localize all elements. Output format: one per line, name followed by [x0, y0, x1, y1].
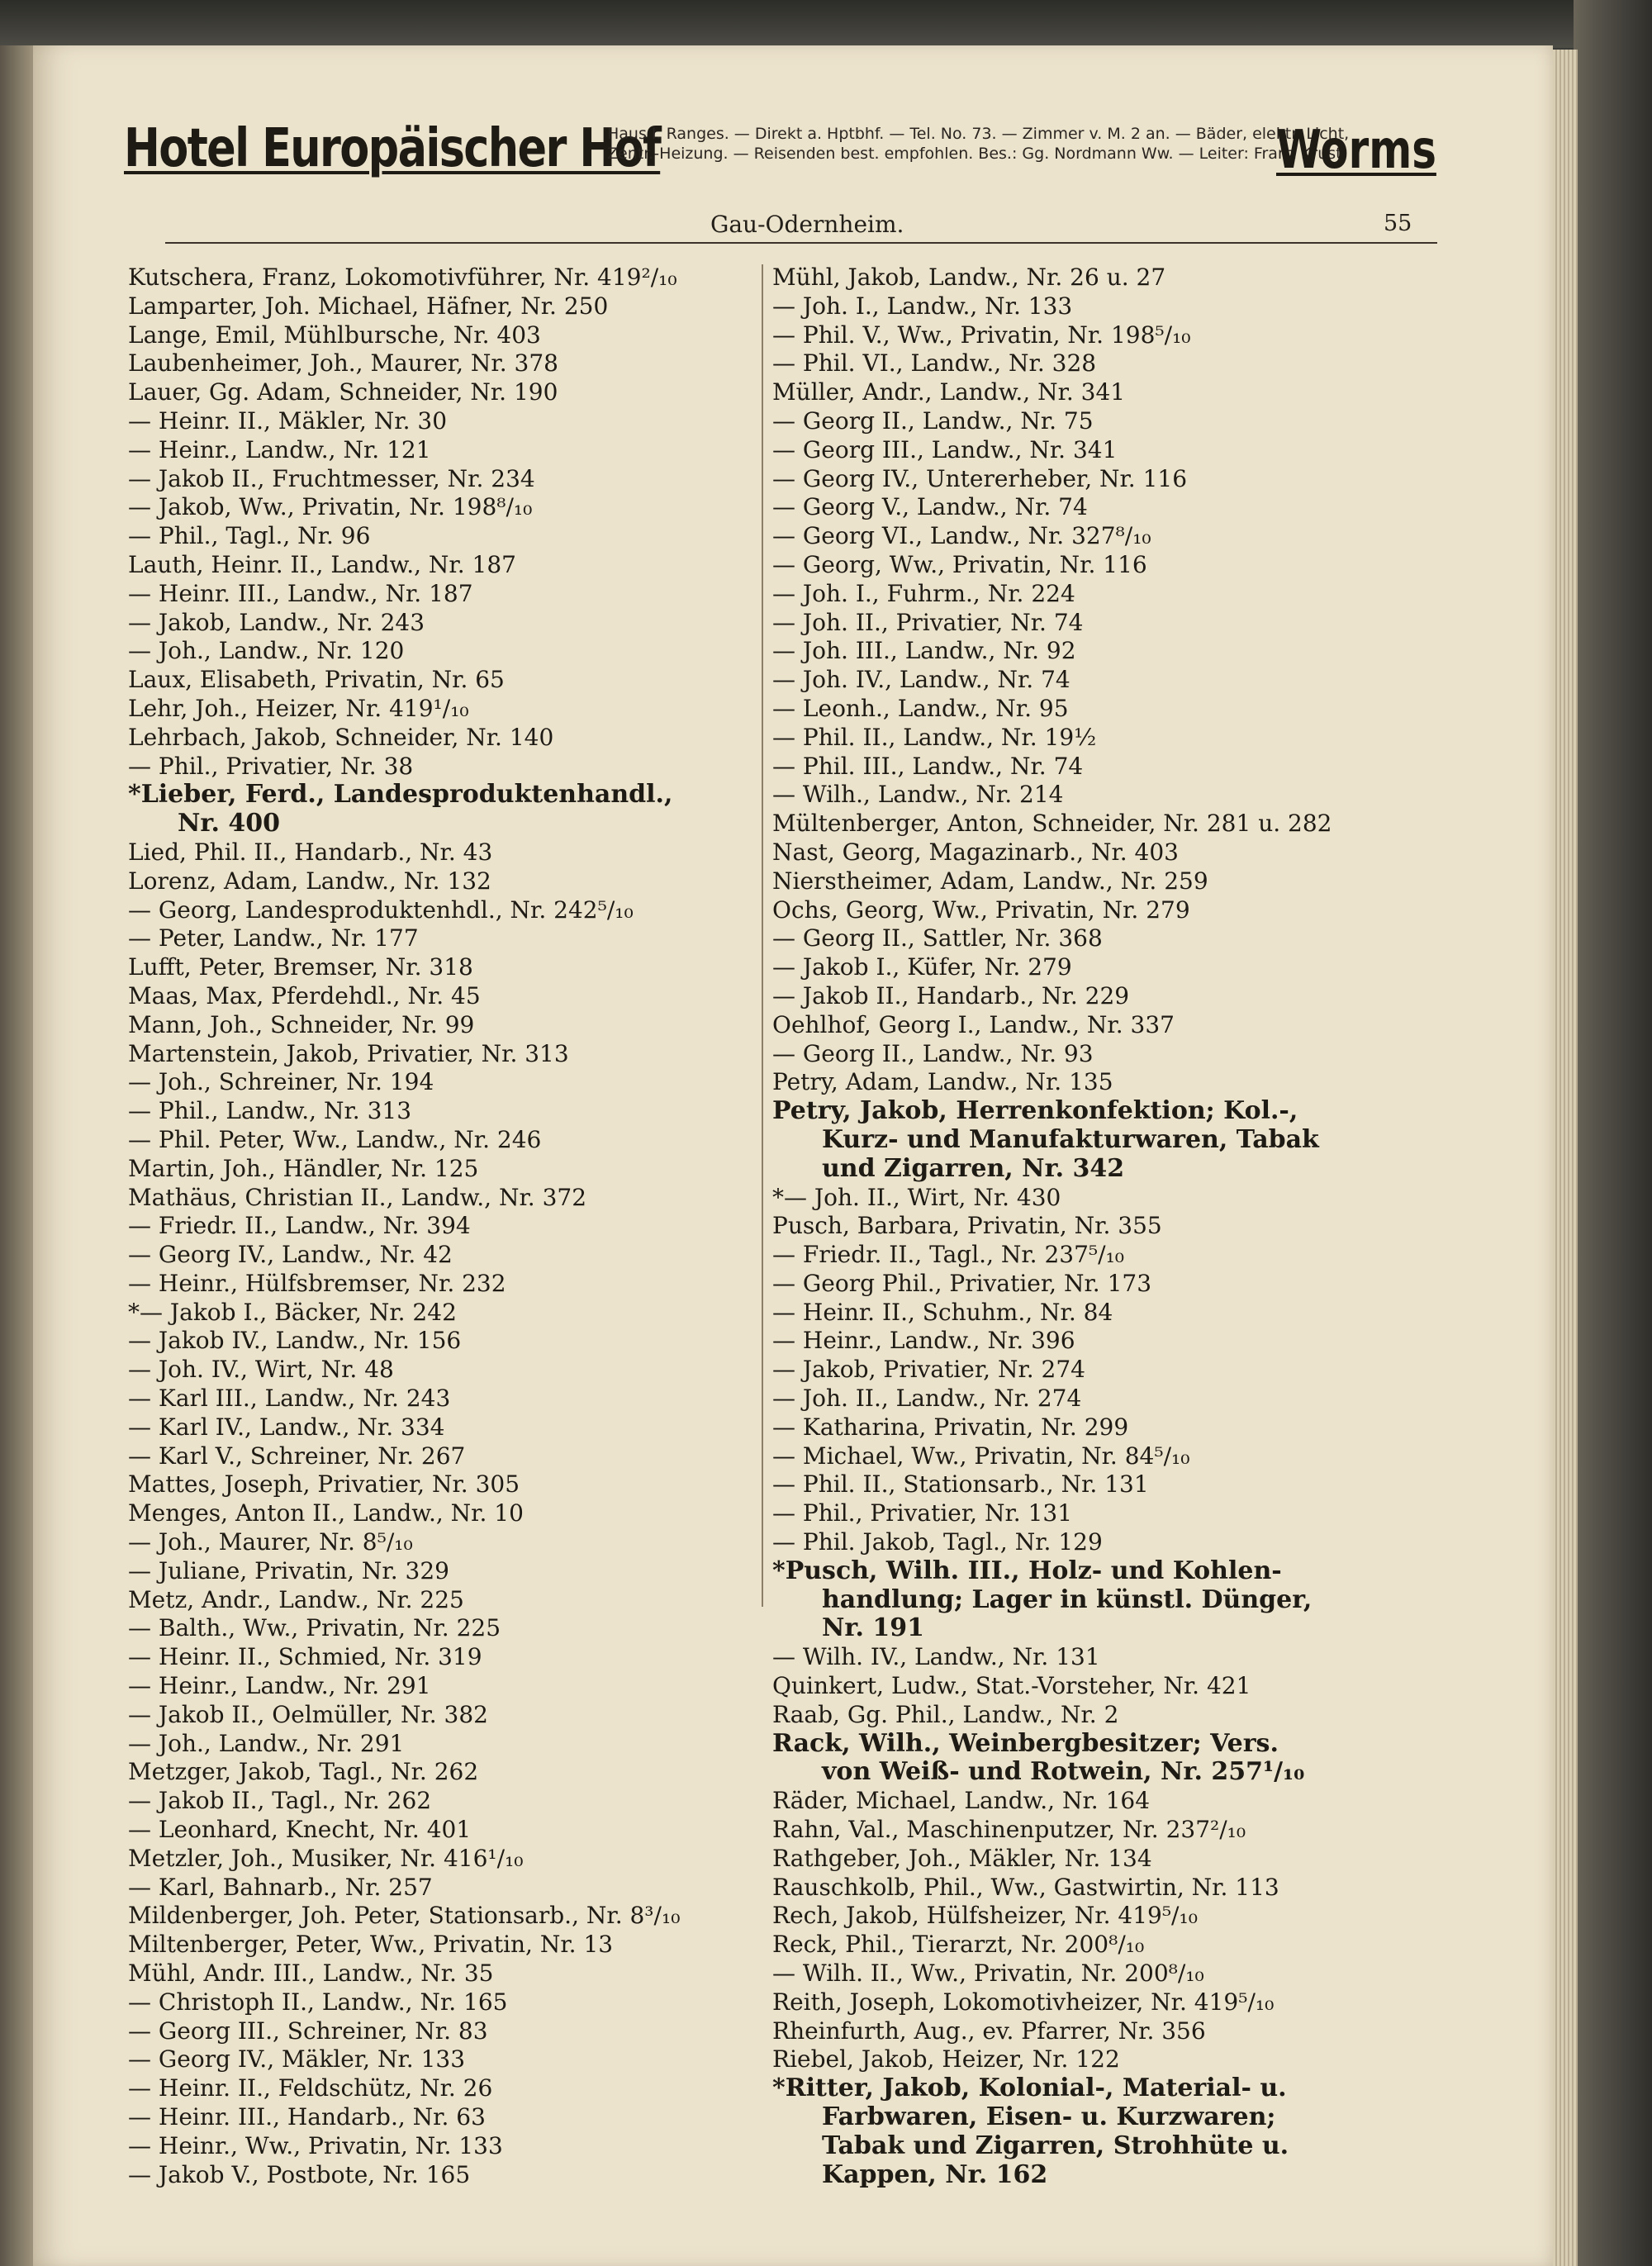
directory-entry: Lehrbach, Jakob, Schneider, Nr. 140	[128, 723, 554, 751]
directory-entry: Mühl, Andr. III., Landw., Nr. 35	[128, 1960, 494, 1988]
directory-entry: — Leonh., Landw., Nr. 95	[772, 694, 1069, 722]
directory-entry: Raab, Gg. Phil., Landw., Nr. 2	[772, 1700, 1119, 1728]
directory-entry: — Katharina, Privatin, Nr. 299	[772, 1413, 1129, 1441]
directory-entry: — Joh. III., Landw., Nr. 92	[772, 637, 1076, 665]
directory-entry: — Georg III., Schreiner, Nr. 83	[128, 2017, 488, 2045]
directory-entry: Oehlhof, Georg I., Landw., Nr. 337	[772, 1010, 1175, 1038]
directory-entry: — Jakob V., Postbote, Nr. 165	[128, 2160, 471, 2188]
directory-entry: — Phil. II., Landw., Nr. 19½	[772, 723, 1097, 751]
directory-entry: — Phil. III., Landw., Nr. 74	[772, 752, 1084, 780]
directory-entry: Metzger, Jakob, Tagl., Nr. 262	[128, 1758, 479, 1786]
hotel-info: Haus I. Ranges. — Direkt a. Hptbhf. — Tel. No. 73. — Zimmer v. M. 2 an. — Bäder, elektr. Licht, Zentr.-Heizung. — Reisenden best. empfohlen. Bes.: Gg. Nordmann Ww. — Leiter: Franz Krust.	[607, 125, 1350, 163]
directory-entry: Rathgeber, Joh., Mäkler, Nr. 134	[772, 1844, 1152, 1872]
book-gutter	[0, 45, 37, 2266]
running-head: Gau-Odernheim.	[710, 211, 904, 238]
directory-entry: *— Jakob I., Bäcker, Nr. 242	[128, 1298, 457, 1326]
directory-entry: Lied, Phil. II., Handarb., Nr. 43	[128, 838, 493, 866]
directory-entry: — Joh., Landw., Nr. 291	[128, 1729, 405, 1757]
directory-entry: — Phil. Peter, Ww., Landw., Nr. 246	[128, 1125, 542, 1153]
directory-entry: Kappen, Nr. 162	[822, 2159, 1048, 2189]
directory-entry: Riebel, Jakob, Heizer, Nr. 122	[772, 2045, 1120, 2074]
directory-entry: — Karl III., Landw., Nr. 243	[128, 1385, 451, 1413]
directory-entry: — Georg II., Sattler, Nr. 368	[772, 924, 1103, 952]
directory-entry: Mültenberger, Anton, Schneider, Nr. 281 u. 282	[772, 810, 1332, 838]
directory-entry: Lamparter, Joh. Michael, Häfner, Nr. 250	[128, 292, 609, 320]
directory-entry: Mann, Joh., Schneider, Nr. 99	[128, 1010, 475, 1038]
directory-entry: Quinkert, Ludw., Stat.-Vorsteher, Nr. 421	[772, 1672, 1251, 1700]
directory-entry: — Phil. V., Ww., Privatin, Nr. 198⁵/₁₀	[772, 321, 1191, 349]
directory-entry: — Joh. II., Privatier, Nr. 74	[772, 608, 1084, 636]
directory-entry: — Heinr. II., Schuhm., Nr. 84	[772, 1298, 1113, 1326]
directory-entry: — Wilh., Landw., Nr. 214	[772, 781, 1064, 809]
directory-entry: Reck, Phil., Tierarzt, Nr. 200⁸/₁₀	[772, 1931, 1145, 1959]
directory-entry: Rech, Jakob, Hülfsheizer, Nr. 419⁵/₁₀	[772, 1902, 1198, 1930]
directory-entry: — Joh. IV., Landw., Nr. 74	[772, 666, 1070, 694]
directory-entry: — Heinr., Landw., Nr. 291	[128, 1672, 431, 1700]
directory-entry: — Georg IV., Landw., Nr. 42	[128, 1241, 453, 1269]
directory-entry: *Lieber, Ferd., Landesproduktenhandl.,	[128, 780, 673, 810]
directory-entry: — Heinr., Ww., Privatin, Nr. 133	[128, 2131, 503, 2159]
directory-entry: *— Joh. II., Wirt, Nr. 430	[772, 1183, 1061, 1211]
directory-entry: Petry, Adam, Landw., Nr. 135	[772, 1068, 1113, 1096]
directory-entry: — Jakob IV., Landw., Nr. 156	[128, 1327, 462, 1355]
directory-entry: — Heinr. II., Feldschütz, Nr. 26	[128, 2074, 493, 2102]
directory-entry: Kutschera, Franz, Lokomotivführer, Nr. 419²/₁₀	[128, 264, 677, 291]
directory-entry: Laux, Elisabeth, Privatin, Nr. 65	[128, 666, 505, 694]
directory-entry: — Karl, Bahnarb., Nr. 257	[128, 1873, 433, 1901]
directory-entry: Metzler, Joh., Musiker, Nr. 416¹/₁₀	[128, 1844, 524, 1872]
directory-entry: — Georg VI., Landw., Nr. 327⁸/₁₀	[772, 522, 1151, 550]
directory-entry: Farbwaren, Eisen- u. Kurzwaren;	[822, 2102, 1276, 2131]
directory-entry: — Joh., Schreiner, Nr. 194	[128, 1068, 434, 1096]
directory-entry: — Balth., Ww., Privatin, Nr. 225	[128, 1614, 501, 1642]
directory-entry: — Phil., Landw., Nr. 313	[128, 1097, 412, 1125]
directory-entry: — Heinr. III., Handarb., Nr. 63	[128, 2103, 486, 2131]
directory-entry: — Christoph II., Landw., Nr. 165	[128, 1988, 508, 2016]
directory-entry: Menges, Anton II., Landw., Nr. 10	[128, 1499, 524, 1527]
directory-entry: — Joh. I., Landw., Nr. 133	[772, 292, 1073, 320]
directory-entry: — Heinr. III., Landw., Nr. 187	[128, 579, 473, 607]
directory-entry: Kurz- und Manufakturwaren, Tabak	[822, 1124, 1319, 1154]
directory-entry: Nierstheimer, Adam, Landw., Nr. 259	[772, 867, 1208, 895]
directory-entry: — Wilh. II., Ww., Privatin, Nr. 200⁸/₁₀	[772, 1960, 1204, 1988]
directory-entry: — Phil., Privatier, Nr. 131	[772, 1499, 1073, 1527]
directory-entry: — Georg, Landesproduktenhdl., Nr. 242⁵/₁₀	[128, 895, 634, 924]
directory-entry: Reith, Joseph, Lokomotivheizer, Nr. 419⁵/₁₀	[772, 1988, 1275, 2016]
directory-entry: — Wilh. IV., Landw., Nr. 131	[772, 1643, 1100, 1671]
directory-entry: Lauer, Gg. Adam, Schneider, Nr. 190	[128, 378, 558, 406]
directory-entry: Martin, Joh., Händler, Nr. 125	[128, 1154, 479, 1182]
directory-page	[33, 45, 1553, 2266]
directory-entry: — Phil. II., Stationsarb., Nr. 131	[772, 1470, 1149, 1499]
directory-entry: — Heinr., Landw., Nr. 121	[128, 435, 431, 463]
book-right-edge	[1574, 0, 1652, 2266]
directory-entry: handlung; Lager in künstl. Dünger,	[822, 1584, 1313, 1614]
directory-entry: — Heinr. II., Mäkler, Nr. 30	[128, 406, 448, 435]
directory-entry: Tabak und Zigarren, Strohhüte u.	[822, 2131, 1289, 2160]
header-rule	[165, 242, 1437, 244]
directory-entry: Pusch, Barbara, Privatin, Nr. 355	[772, 1212, 1162, 1240]
directory-entry: — Georg III., Landw., Nr. 341	[772, 435, 1118, 463]
directory-entry: Laubenheimer, Joh., Maurer, Nr. 378	[128, 349, 558, 378]
directory-entry: — Karl IV., Landw., Nr. 334	[128, 1413, 445, 1441]
directory-entry: Petry, Jakob, Herrenkonfektion; Kol.-,	[772, 1096, 1298, 1126]
directory-entry: — Georg II., Landw., Nr. 75	[772, 406, 1094, 435]
directory-entry: von Weiß- und Rotwein, Nr. 257¹/₁₀	[822, 1757, 1305, 1787]
directory-entry: — Heinr., Landw., Nr. 396	[772, 1327, 1075, 1355]
directory-entry: — Jakob II., Handarb., Nr. 229	[772, 981, 1130, 1009]
directory-entry: — Georg IV., Untererheber, Nr. 116	[772, 464, 1188, 492]
directory-entry: Metz, Andr., Landw., Nr. 225	[128, 1585, 464, 1613]
directory-entry: Rack, Wilh., Weinbergbesitzer; Vers.	[772, 1728, 1279, 1758]
directory-entry: — Peter, Landw., Nr. 177	[128, 924, 419, 952]
directory-entry: — Phil. Jakob, Tagl., Nr. 129	[772, 1528, 1103, 1556]
directory-entry: — Heinr. II., Schmied, Nr. 319	[128, 1643, 482, 1671]
directory-entry: und Zigarren, Nr. 342	[822, 1153, 1125, 1183]
directory-entry: Lehr, Joh., Heizer, Nr. 419¹/₁₀	[128, 694, 469, 722]
directory-entry: Mühl, Jakob, Landw., Nr. 26 u. 27	[772, 264, 1166, 291]
directory-entry: Martenstein, Jakob, Privatier, Nr. 313	[128, 1039, 569, 1067]
directory-entry: Lorenz, Adam, Landw., Nr. 132	[128, 867, 491, 895]
directory-entry: Maas, Max, Pferdehdl., Nr. 45	[128, 981, 481, 1009]
directory-entry: — Georg II., Landw., Nr. 93	[772, 1039, 1094, 1067]
directory-entry: *Pusch, Wilh. III., Holz- und Kohlen-	[772, 1556, 1282, 1585]
directory-entry: Mattes, Joseph, Privatier, Nr. 305	[128, 1470, 520, 1499]
directory-entry: Nast, Georg, Magazinarb., Nr. 403	[772, 838, 1179, 866]
directory-entry: Mildenberger, Joh. Peter, Stationsarb., Nr. 8³/₁₀	[128, 1902, 681, 1930]
directory-entry: — Georg, Ww., Privatin, Nr. 116	[772, 550, 1147, 578]
directory-entry: Mathäus, Christian II., Landw., Nr. 372	[128, 1183, 587, 1211]
directory-entry: — Joh., Maurer, Nr. 8⁵/₁₀	[128, 1528, 413, 1556]
directory-entry: Lufft, Peter, Bremser, Nr. 318	[128, 953, 473, 981]
book-top-edge	[0, 0, 1652, 48]
directory-entry: Rauschkolb, Phil., Ww., Gastwirtin, Nr. 113	[772, 1873, 1279, 1901]
directory-entry: Lauth, Heinr. II., Landw., Nr. 187	[128, 550, 516, 578]
directory-entry: — Jakob, Privatier, Nr. 274	[772, 1356, 1085, 1384]
directory-entry: — Georg Phil., Privatier, Nr. 173	[772, 1269, 1152, 1297]
column-divider	[762, 264, 763, 1607]
directory-entry: — Michael, Ww., Privatin, Nr. 84⁵/₁₀	[772, 1442, 1190, 1470]
directory-entry: — Jakob, Ww., Privatin, Nr. 198⁸/₁₀	[128, 493, 533, 521]
directory-entry: — Joh. I., Fuhrm., Nr. 224	[772, 579, 1075, 607]
directory-entry: Lange, Emil, Mühlburschе, Nr. 403	[128, 321, 541, 349]
directory-entry: — Phil., Tagl., Nr. 96	[128, 522, 371, 550]
directory-entry: — Joh. IV., Wirt, Nr. 48	[128, 1356, 394, 1384]
directory-entry: — Georg IV., Mäkler, Nr. 133	[128, 2045, 466, 2074]
directory-entry: — Jakob II., Oelmüller, Nr. 382	[128, 1700, 488, 1728]
directory-entry: Ochs, Georg, Ww., Privatin, Nr. 279	[772, 895, 1190, 924]
page-number: 55	[1384, 211, 1412, 236]
directory-entry: — Joh., Landw., Nr. 120	[128, 637, 405, 665]
left-column	[128, 264, 756, 2189]
directory-entry: Miltenberger, Peter, Ww., Privatin, Nr. 13	[128, 1931, 614, 1959]
directory-entry: — Jakob I., Küfer, Nr. 279	[772, 953, 1072, 981]
directory-entry: Rheinfurth, Aug., ev. Pfarrer, Nr. 356	[772, 2017, 1206, 2045]
directory-entry: — Jakob II., Tagl., Nr. 262	[128, 1787, 432, 1815]
directory-entry: Nr. 191	[822, 1613, 924, 1643]
directory-entry: — Leonhard, Knecht, Nr. 401	[128, 1816, 472, 1844]
directory-entry: — Friedr. II., Tagl., Nr. 237⁵/₁₀	[772, 1241, 1125, 1269]
directory-entry: — Jakob, Landw., Nr. 243	[128, 608, 425, 636]
directory-entry: — Karl V., Schreiner, Nr. 267	[128, 1442, 466, 1470]
directory-entry: — Jakob II., Fruchtmesser, Nr. 234	[128, 464, 535, 492]
directory-entry: — Juliane, Privatin, Nr. 329	[128, 1556, 449, 1584]
right-column	[772, 264, 1400, 2189]
directory-entry: — Georg V., Landw., Nr. 74	[772, 493, 1088, 521]
directory-entry: — Joh. II., Landw., Nr. 274	[772, 1385, 1082, 1413]
directory-entry: Nr. 400	[178, 809, 280, 838]
directory-entry: — Phil., Privatier, Nr. 38	[128, 752, 414, 780]
directory-entry: — Heinr., Hülfsbremser, Nr. 232	[128, 1269, 506, 1297]
directory-entry: *Ritter, Jakob, Kolonial-, Material- u.	[772, 2074, 1287, 2103]
hotel-name: Hotel Europäischer Hof	[124, 118, 661, 179]
directory-entry: — Phil. VI., Landw., Nr. 328	[772, 349, 1097, 378]
directory-entry: Räder, Michael, Landw., Nr. 164	[772, 1787, 1151, 1815]
city-name: Worms	[1276, 120, 1436, 181]
directory-entry: Müller, Andr., Landw., Nr. 341	[772, 378, 1126, 406]
directory-entry: Rahn, Val., Maschinenputzer, Nr. 237²/₁₀	[772, 1816, 1246, 1844]
directory-entry: — Friedr. II., Landw., Nr. 394	[128, 1212, 471, 1240]
